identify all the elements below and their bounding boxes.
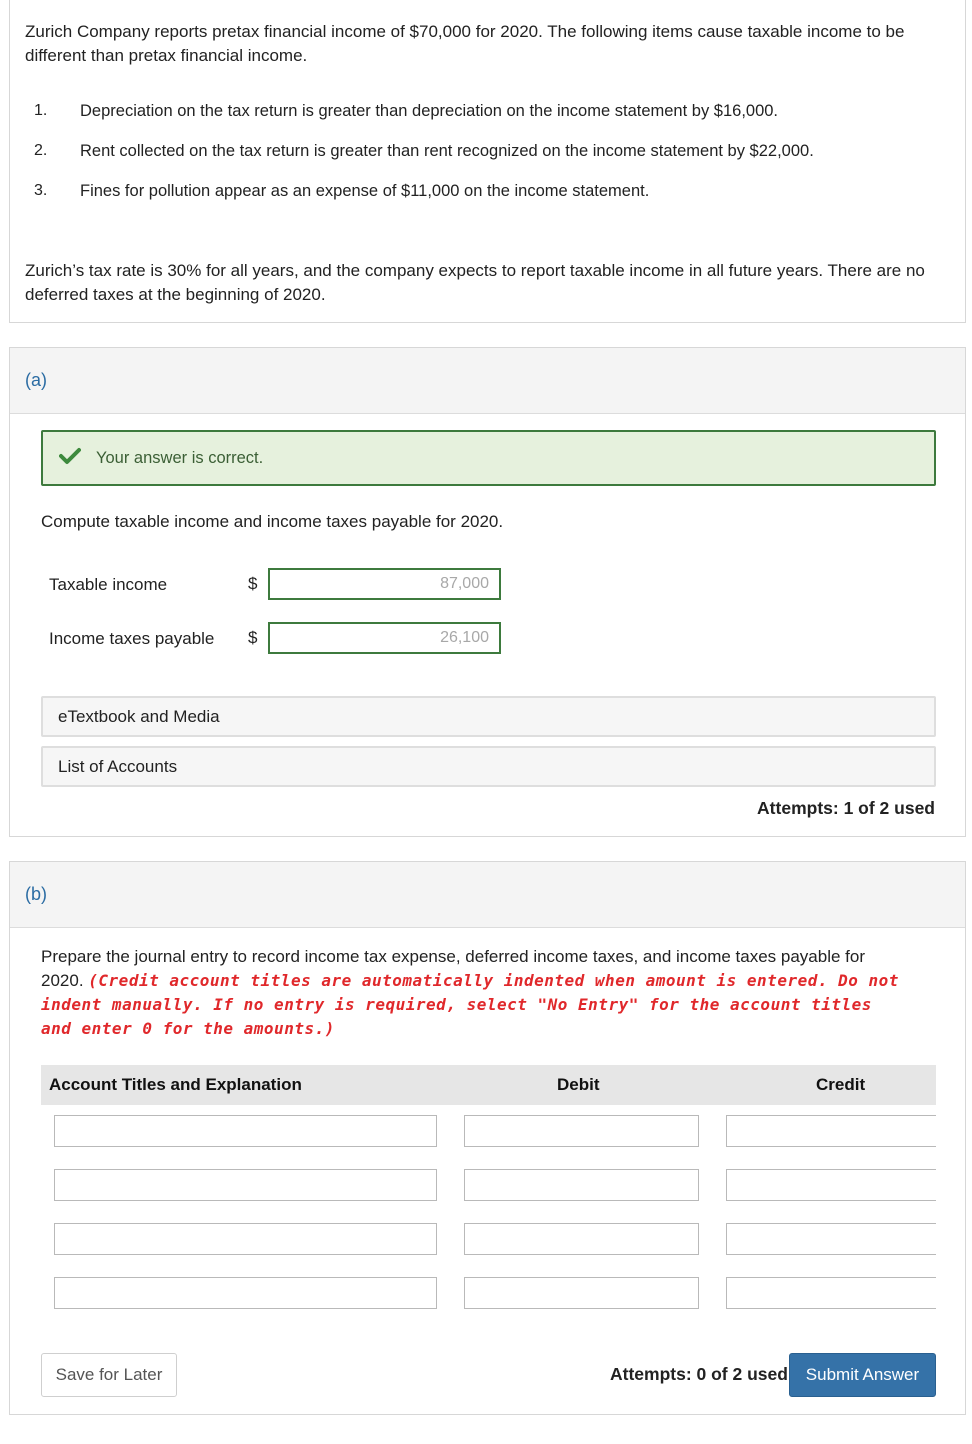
problem-statement — [9, 0, 966, 323]
list-item-number: 2. — [34, 142, 48, 159]
checkmark-icon — [59, 447, 81, 465]
list-item-text: Rent collected on the tax return is greater than rent recognized on the income statement by $22,000. — [80, 142, 814, 160]
col-credit: Credit — [816, 1075, 866, 1094]
tax-rate-paragraph: Zurich’s tax rate is 30% for all years, and the company expects to report taxable income in all future years. There are no deferred taxes at the beginning of 2020. — [25, 261, 925, 304]
debit-input[interactable] — [464, 1169, 699, 1201]
correct-answer-banner — [41, 430, 936, 486]
part-b-instruction: (Credit account titles are automatically indented when amount is entered. Do not indent manually. If no entry is required, select "No Entry" for the account titles and enter 0 for the amounts.) — [41, 971, 899, 1038]
account-title-input[interactable] — [54, 1223, 437, 1255]
credit-input[interactable] — [726, 1115, 936, 1147]
part-a-label: (a) — [25, 370, 47, 390]
part-b-header — [10, 862, 965, 928]
list-item-text: Fines for pollution appear as an expense of $11,000 on the income statement. — [80, 182, 650, 200]
part-a-question: Compute taxable income and income taxes payable for 2020. — [41, 512, 504, 531]
income-taxes-payable-input[interactable]: 26,100 — [268, 622, 501, 654]
account-title-input[interactable] — [54, 1277, 437, 1309]
intro-paragraph: Zurich Company reports pretax financial income of $70,000 for 2020. The following items cause taxable income to be different than pretax financial income. — [25, 22, 905, 65]
debit-input[interactable] — [464, 1277, 699, 1309]
etextbook-media-accordion[interactable]: eTextbook and Media — [41, 696, 936, 737]
taxable-income-input[interactable]: 87,000 — [268, 568, 501, 600]
debit-input[interactable] — [464, 1115, 699, 1147]
col-account-titles: Account Titles and Explanation — [49, 1075, 302, 1094]
list-item-number: 1. — [34, 102, 48, 119]
part-b-question: Prepare the journal entry to record income tax expense, deferred income taxes, and income taxes payable for 2020. — [41, 947, 866, 990]
part-b-question-block — [41, 945, 911, 1041]
taxable-income-label: Taxable income — [49, 575, 168, 594]
part-b-section — [9, 861, 966, 1415]
save-for-later-button[interactable]: Save for Later — [41, 1353, 177, 1397]
list-item-text: Depreciation on the tax return is greater than depreciation on the income statement by $16,000. — [80, 102, 779, 120]
part-a-section — [9, 347, 966, 837]
part-a-header — [10, 348, 965, 414]
credit-input[interactable] — [726, 1277, 936, 1309]
col-debit: Debit — [557, 1075, 600, 1094]
correct-message: Your answer is correct. — [96, 449, 264, 467]
debit-input[interactable] — [464, 1223, 699, 1255]
account-title-input[interactable] — [54, 1169, 437, 1201]
currency-symbol: $ — [248, 628, 258, 647]
submit-answer-button[interactable]: Submit Answer — [789, 1353, 936, 1397]
list-item-number: 3. — [34, 182, 48, 199]
account-title-input[interactable] — [54, 1115, 437, 1147]
part-a-attempts: Attempts: 1 of 2 used — [757, 798, 935, 818]
credit-input[interactable] — [726, 1223, 936, 1255]
journal-table-header — [41, 1065, 936, 1105]
part-b-attempts: Attempts: 0 of 2 used — [610, 1364, 788, 1384]
part-b-label: (b) — [25, 884, 47, 904]
credit-input[interactable] — [726, 1169, 936, 1201]
list-of-accounts-accordion[interactable]: List of Accounts — [41, 746, 936, 787]
currency-symbol: $ — [248, 574, 258, 593]
income-taxes-payable-label: Income taxes payable — [49, 629, 215, 648]
